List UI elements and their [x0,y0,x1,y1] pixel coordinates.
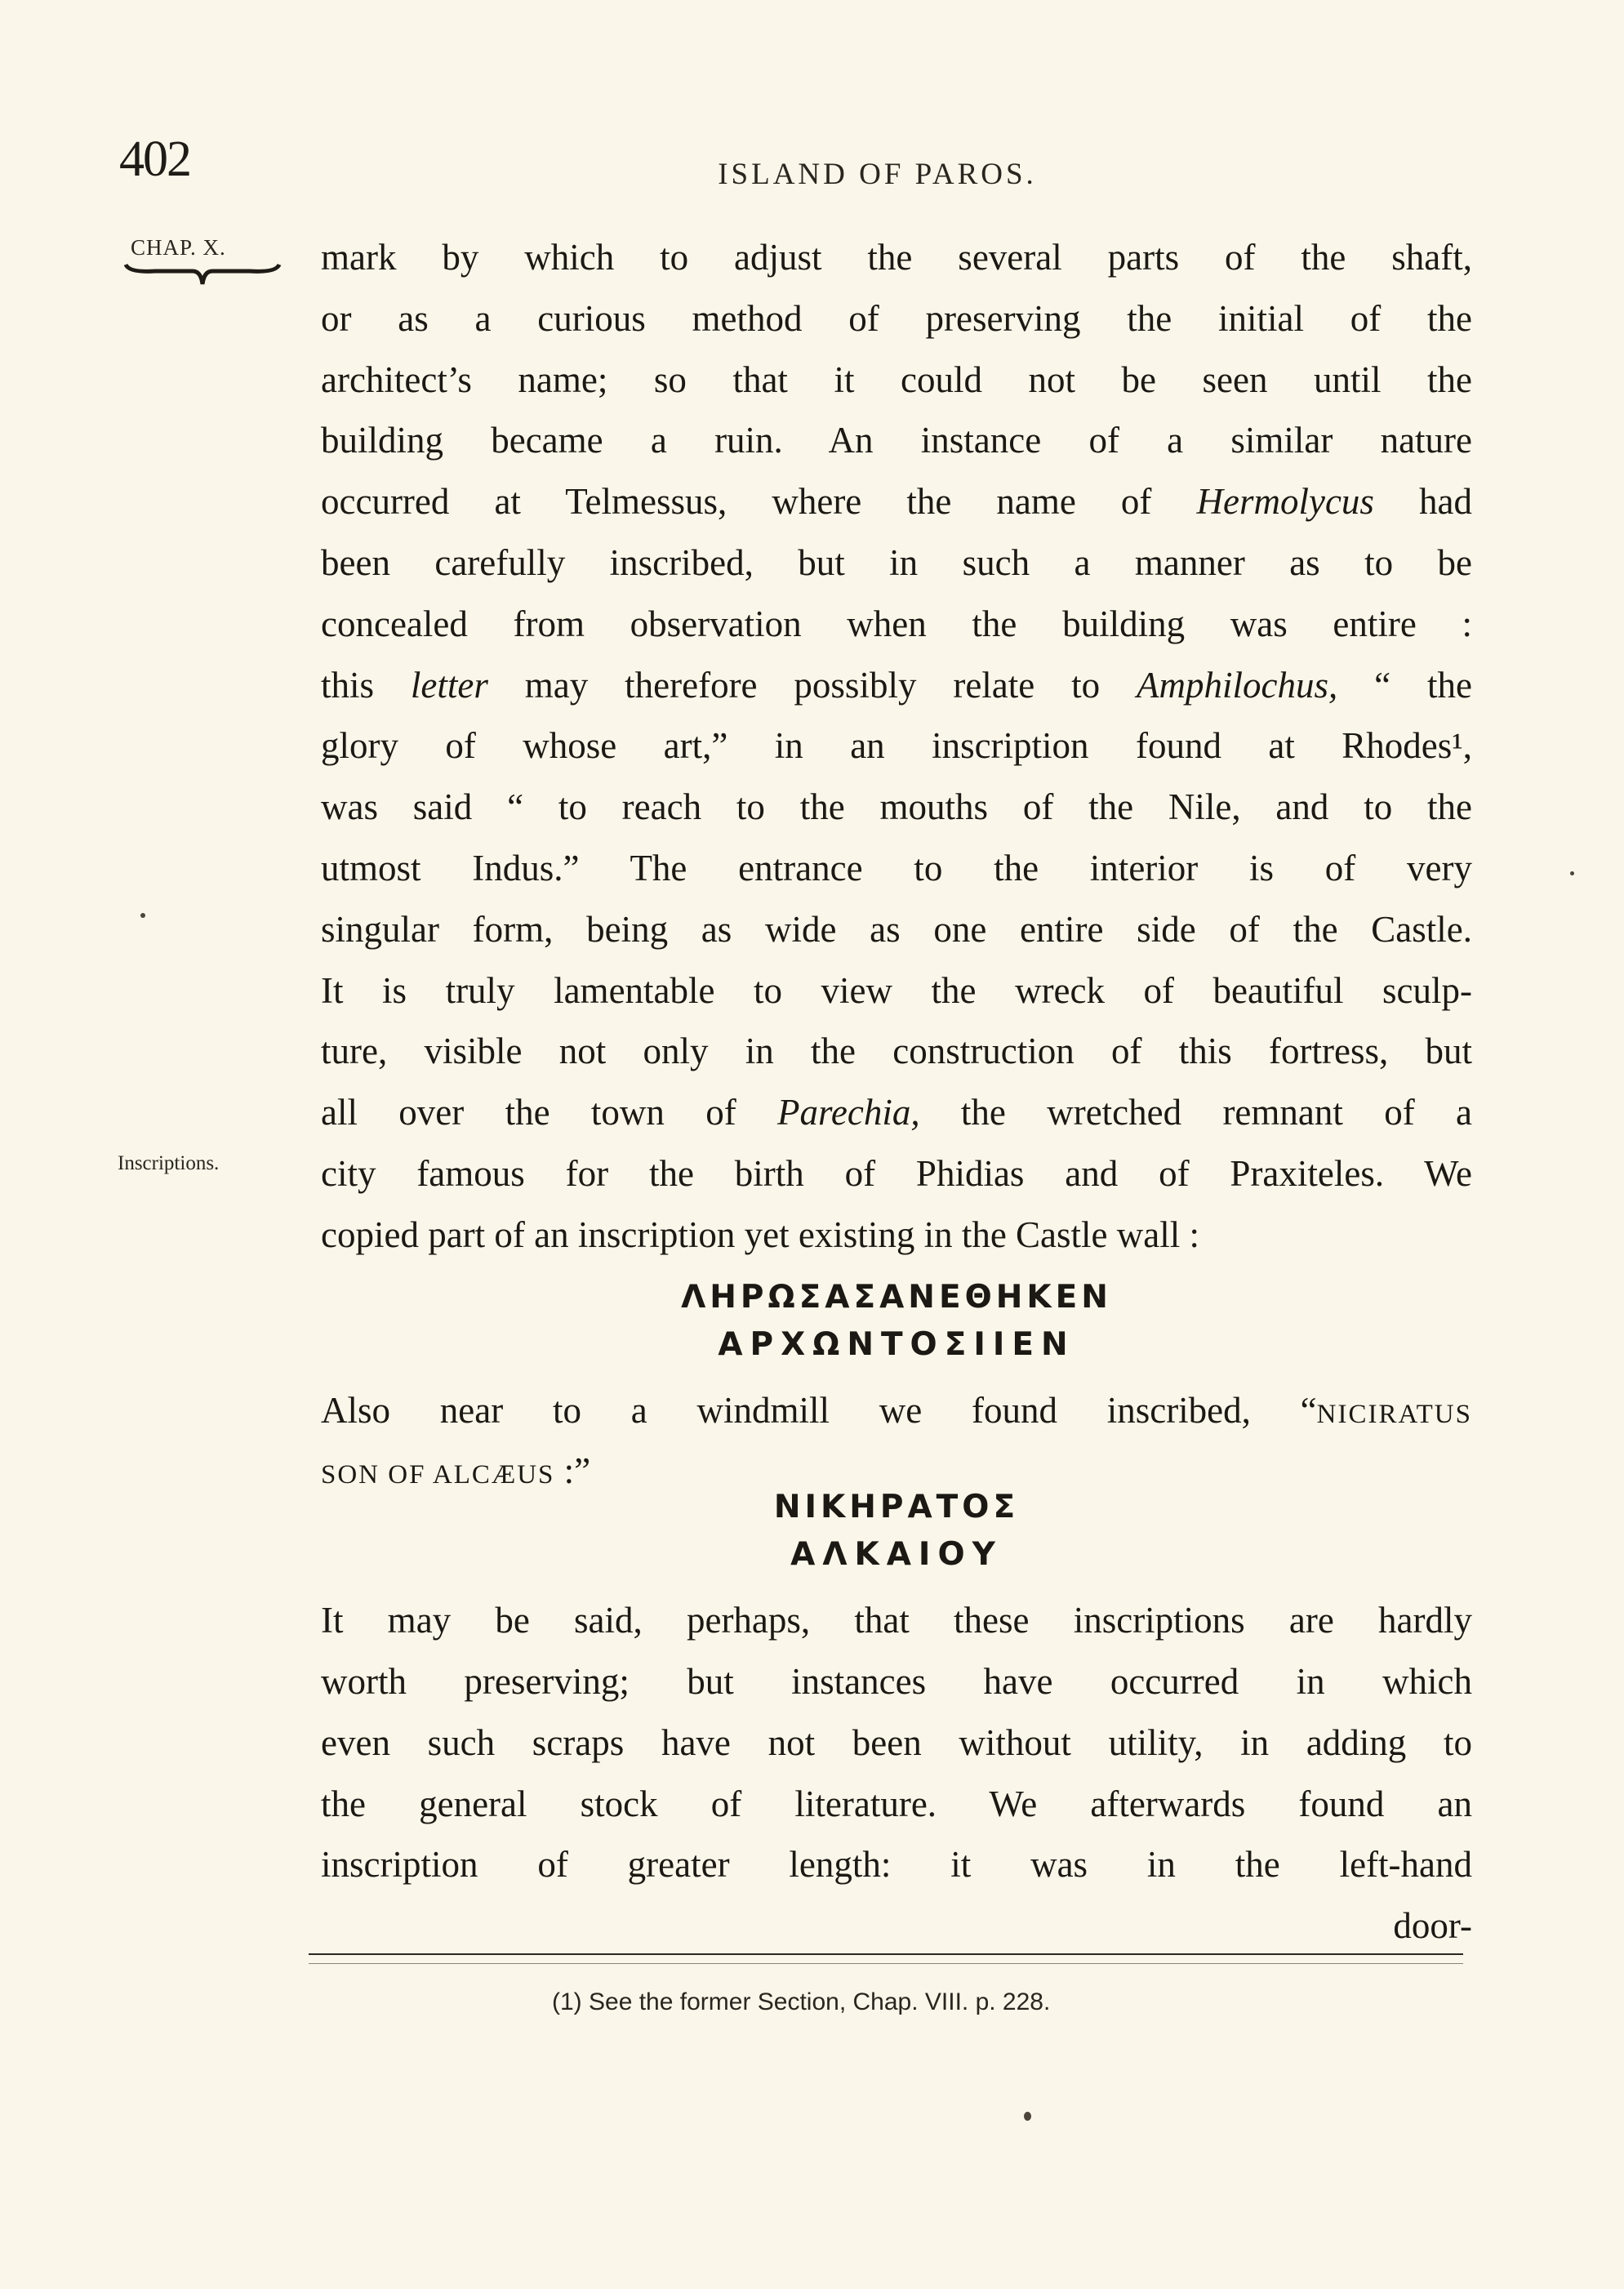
italic-word: letter [410,664,488,706]
text-line: was said “ to reach to the mouths of the Nile, and to the [321,786,1472,828]
text-line: city famous for the birth of Phidias and of Praxiteles. We [321,1152,1472,1194]
paper-speck [1570,871,1574,875]
text-run: had [1419,481,1473,523]
text-run: occurred at Telmessus, where the name of [321,481,1152,523]
text-line: worth preserving; but instances have occurred in which [321,1660,1472,1702]
text-line [321,1380,1472,1441]
text-line: inscription of greater length: it was in the left-hand [321,1844,1472,1886]
text-line [321,655,1472,716]
catchword: door- [1393,1905,1472,1947]
text-line: or as a curious method of preserving the initial of the [321,297,1472,339]
text-line: It may be said, perhaps, that these inscriptions are hardly [321,1600,1472,1641]
text-line: utmost Indus.” The entrance to the interior is of very [321,847,1472,888]
body-text [321,227,1472,1957]
footnote-rule [309,1953,1463,1955]
greek-inscription-line: ΑΡΧΩΝΤΟΣΙΙΕΝ [718,1325,1075,1363]
italic-place: Parechia, [777,1092,920,1133]
text-line: even such scraps have not been without utility, in adding to [321,1721,1472,1763]
text-line [321,471,1472,532]
text-run: this [321,664,375,706]
paper-speck [140,913,145,918]
text-line: copied part of an inscription yet existing in the Castle wall : [321,1214,1200,1255]
text-line [321,1082,1472,1143]
text-line: ture, visible not only in the construction of this fortress, but [321,1031,1472,1072]
footnote-rule-thin [309,1963,1463,1964]
text-line: been carefully inscribed, but in such a manner as to be [321,541,1472,583]
text-run: “ the [1374,664,1472,706]
text-line: glory of whose art,” in an inscription found at Rhodes¹, [321,725,1472,767]
text-line: concealed from observation when the building was entire : [321,603,1472,644]
footnote: (1) See the former Section, Chap. VIII. p. 228. [552,1988,1051,2015]
text-run: all over the town of [321,1092,736,1133]
italic-name: Amphilochus, [1137,664,1338,706]
text-line: architect’s name; so that it could not be seen until the [321,358,1472,400]
text-run: the wretched remnant of a [960,1092,1472,1133]
text-run: may therefore possibly relate to [524,664,1101,706]
text-line: mark by which to adjust the several parts of the shaft, [321,237,1472,278]
text-line: building became a ruin. An instance of a similar nature [321,420,1472,461]
page-number: 402 [119,131,190,187]
greek-inscription-line: ΝΙΚΗΡΑΤΟΣ [773,1489,1020,1526]
small-caps-name: NICIRATUS [1316,1399,1472,1429]
text-run: :” [554,1450,591,1492]
small-caps-name: SON OF ALCÆUS [321,1460,555,1490]
greek-inscription-line: ΛΗΡΩΣΑΣΑΝΕΘΗΚΕΝ [681,1278,1112,1316]
chapter-marker: CHAP. X. [131,235,226,260]
brace-ornament [122,260,283,292]
text-run: Also near to a windmill we found inscribed, “ [321,1389,1317,1431]
paper-speck [1024,2112,1031,2121]
text-line: the general stock of literature. We afterwards found an [321,1783,1472,1824]
text-line: It is truly lamentable to view the wreck of beautiful sculp- [321,969,1472,1011]
text-line: singular form, being as wide as one entire side of the Castle. [321,908,1472,950]
margin-sidenote: Inscriptions. [118,1152,220,1174]
greek-inscription-line: ΑΛΚΑΙΟΥ [790,1536,1003,1574]
running-title: ISLAND OF PAROS. [718,158,1037,191]
italic-name: Hermolycus [1196,481,1374,523]
